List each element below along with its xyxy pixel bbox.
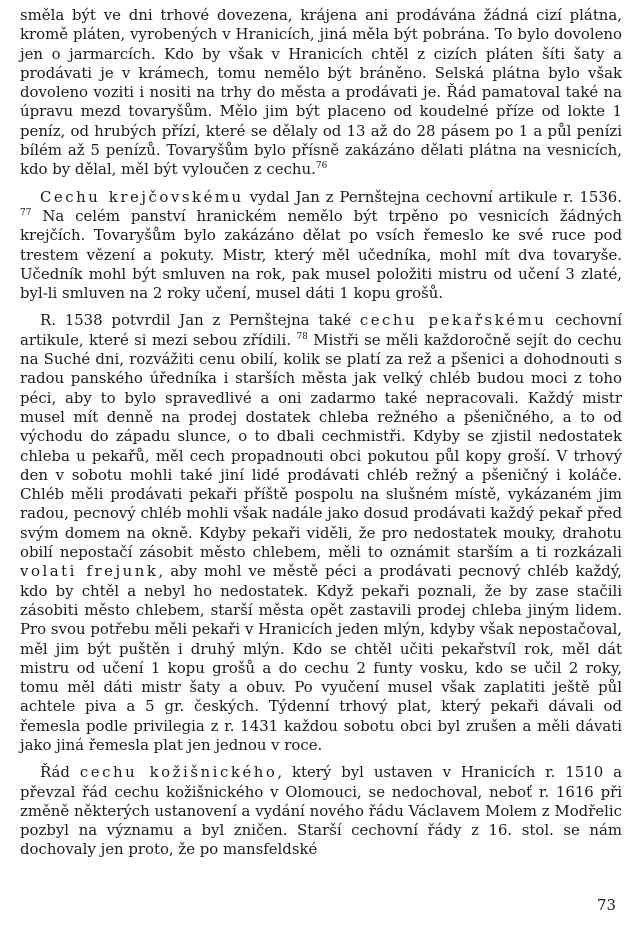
text-run: R. 1538 potvrdil Jan z Pernštejna také: [40, 311, 360, 330]
text-run: Řád: [40, 763, 80, 782]
spaced-emphasis: cechu kožišnického: [79, 763, 278, 782]
text-run: směla být ve dni trhové dovezena, krájena ani prodávána žádná cizí plátna, kromě pláten, vyrobených v Hranicích, jiná měla být pobrána. To bylo dovoleno jen o jarmarcích. Kdo by však v Hranicích chtěl z cizích pláten šíti šaty a prodávati je v krámech, tomu nemělo být bráněno. Selská plátna bylo však dovoleno voziti i nositi na trhy do města a prodávati je. Řád pamatoval také na úpravu mezd tovaryšům. Mělo jim být placeno od koudelné příze od lokte 1 peníz, od hrubých přízí, které se dělaly od 13 až do 28 pásem po 1 a půl penízi bílém až 5 penízů. Tovaryšům bylo přísně zakázáno dělati plátna na vesnicích, kdo by dělal, měl být vyloučen z cechu.: [20, 6, 622, 179]
text-run: cechovní artikule, které si mezi sebou zřídili.: [20, 311, 622, 349]
body-text: [20, 6, 622, 860]
spaced-emphasis: volati frejunk: [20, 562, 159, 581]
page-number: 73: [597, 896, 616, 914]
paragraph: [20, 188, 622, 304]
text-run: , aby mohl ve městě péci a prodávati pecnový chléb každý, kdo by chtěl a nebyl ho nedostatek. Když pekaři poznali, že by zase stačili zásobiti město chlebem, starší města opět zastavili prodej chleba jiným lidem. Pro svou potřebu měli pekaři v Hranicích jeden mlýn, kdyby však nepostačoval, měl jim být puštěn i druhý mlýn. Kdo se chtěl učiti pekařstvíl rok, měl dát mistru od učení 1 kopu grošů a do cechu 2 funty vosku, kdo se učil 2 roky, tomu měl dáti mistr šaty a obuv. Po vyučení musel však zaplatiti ještě půl achtele piva a 5 gr. českých. Týdenní trhový plat, který pekaři dávali od řemesla podle privilegia z r. 1431 každou sobotu obci byl zrušen a měli dávati jako jiná řemesla plat jen jednou v roce.: [20, 562, 622, 754]
paragraph: [20, 6, 622, 180]
paragraph: [20, 311, 622, 755]
footnote-ref: 76: [315, 161, 328, 172]
text-run: Mistři se měli každoročně sejít do cechu na Suché dni, rozvážiti cenu obilí, kolik se platí za rež a pšenici a dohodnouti s radou panského úředníka i starších města jak velký chléb budou moci z toho péci, aby to bylo spravedlivé a oni zadarmo také nepracovali. Každý mistr musel mít denně na prodej dostatek chleba režného a pšeničného, a to od východu do západu slunce, o to dbali cechmistři. Kdyby se zjistil nedostatek chleba u pekařů, měl cech propadnouti obci pokutou půl kopy groší. V trhový den v sobotu mohli také jiní lidé prodávati chléb režný a pšeničný i koláče. Chléb měli prodávati pekaři příště pospolu na slušném místě, vykázaném jim radou, pecnový chléb mohli však nadále jako dosud prodávati každý pekař před svým domem na okně. Kdyby pekaři viděli, že pro nedostatek mouky, drahotu obilí nepostačí zásobit město chlebem, měli to oznámit starším a ti rozkázali: [20, 330, 622, 562]
footnote-ref: 77: [20, 207, 32, 218]
spaced-emphasis: cechu pekařskému: [359, 311, 547, 330]
text-run: vydal Jan z Pernštejna cechovní artikule r. 1536.: [243, 187, 623, 206]
text-run: Na celém panství hranickém nemělo být trpěno po vesnicích žádných krejčích. Tovaryšům bylo zakázáno dělat po vsích řemeslo ke své ruce pod trestem vězení a pokuty. Mistr, který měl učedníka, mohl mít dva tovaryše. Učedník mohl být smluven na rok, pak musel položiti mistru od učení 3 zlaté, byl-li smluven na 2 roky učení, musel dáti 1 kopu grošů.: [20, 206, 622, 303]
footnote-ref: 78: [296, 331, 308, 342]
paragraph: [20, 763, 622, 859]
spaced-emphasis: Cechu krejčovskému: [40, 187, 244, 206]
text-run: , který byl ustaven v Hranicích r. 1510 a převzal řád cechu kožišnického v Olomouci, se nedochoval, neboť r. 1616 při změně některých ustanovení a vydání nového řádu Václavem Molem z Modřelic pozbyl na významu a byl zničen. Starší cechovní řády z 16. stol. se nám dochovaly jen proto, že po mansfeldské: [20, 763, 622, 859]
